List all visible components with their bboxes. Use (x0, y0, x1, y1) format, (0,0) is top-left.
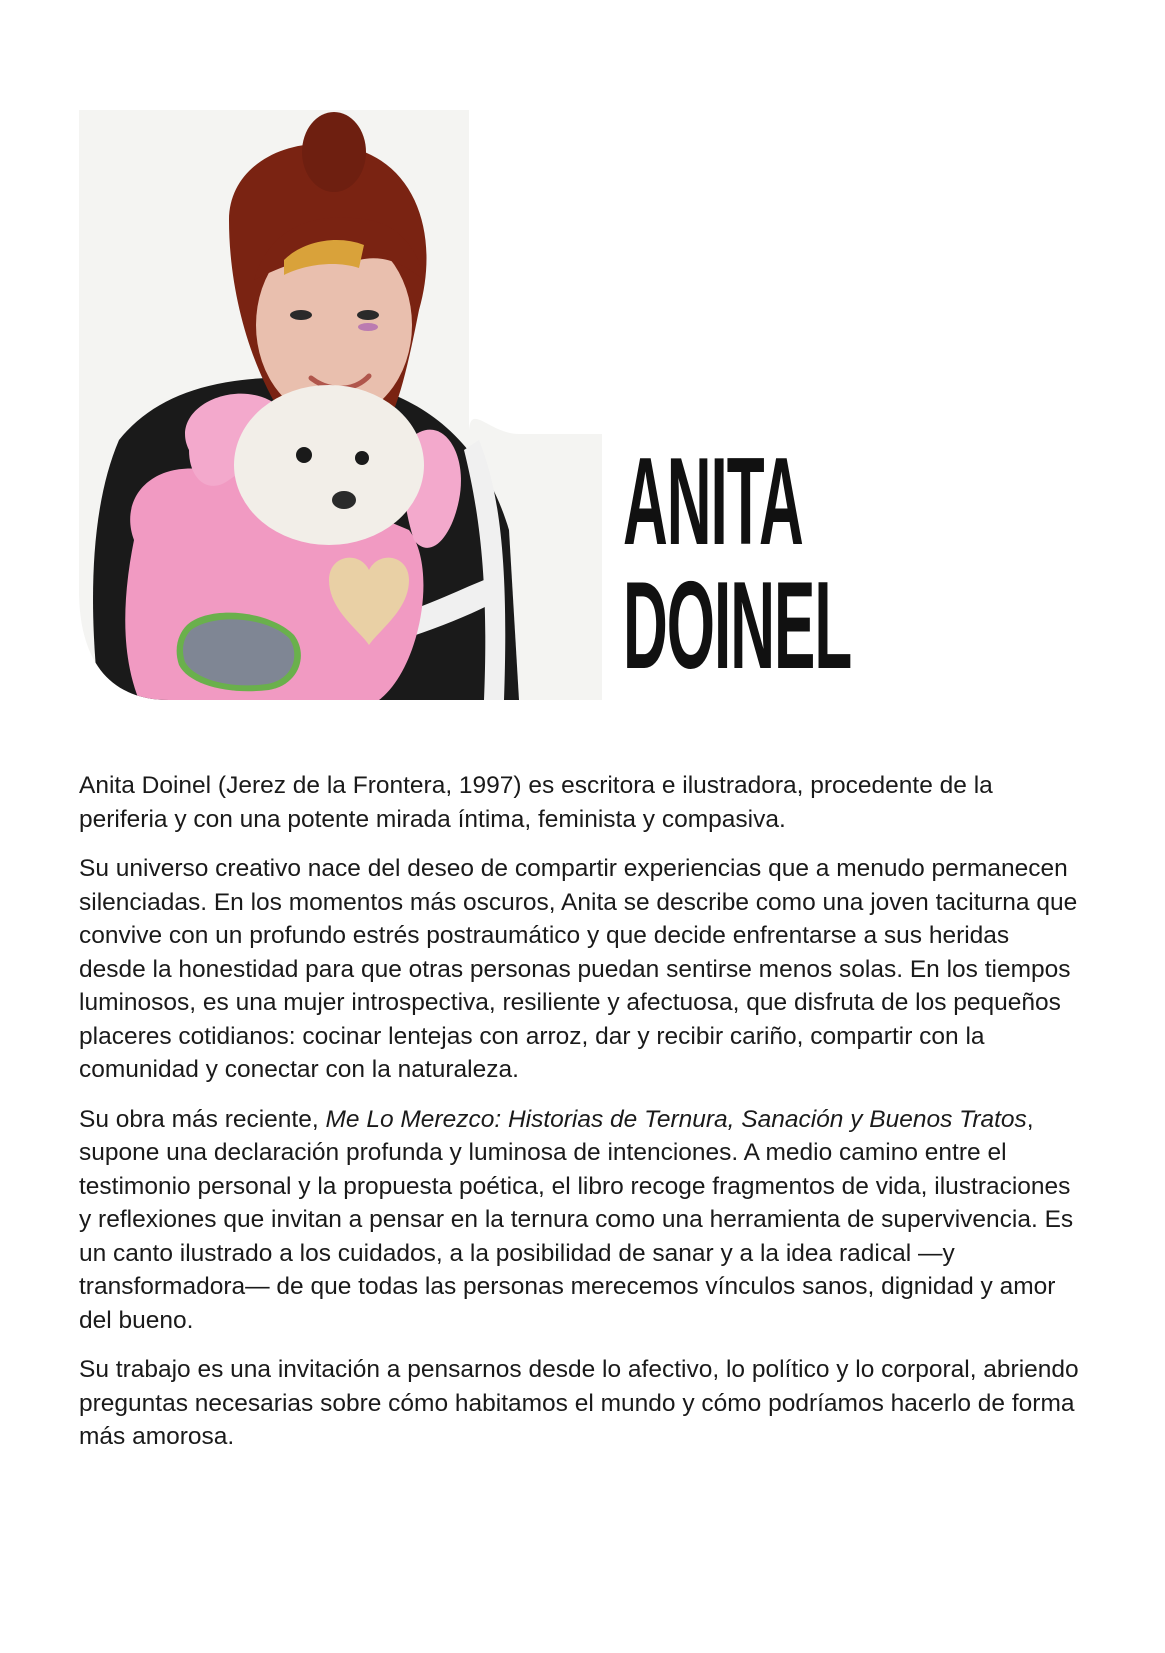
bio-paragraph-3-rest: , supone una declaración profunda y luminosa de intenciones. A medio camino entre el testimonio personal y la propuesta poética, el libro recoge fragmentos de vida, ilustraciones y reflexiones que invitan a pensar en la ternura como una herramienta de supervivencia. Es un canto ilustrado a los cuidados, a la posibilidad de sanar y a la idea radical —y transformadora— de que todas las personas merecemos vínculos sanos, dignidad y amor del bueno. (79, 1105, 1074, 1334)
author-photo (79, 110, 602, 700)
bio-paragraph-4: Su trabajo es una invitación a pensarnos desde lo afectivo, lo político y lo corporal, abriendo preguntas necesarias sobre cómo habitamos el mundo y cómo podríamos hacerlo de forma más amorosa. (79, 1356, 1079, 1450)
bio-paragraph-3 (79, 1103, 1079, 1338)
author-name-title (623, 433, 852, 695)
author-last-name: DOINEL (623, 557, 852, 695)
bio-paragraph-1: Anita Doinel (Jerez de la Frontera, 1997) es escritora e ilustradora, procedente de la periferia y con una potente mirada íntima, feminista y compasiva. (79, 772, 993, 833)
book-title: Me Lo Merezco: Historias de Ternura, Sanación y Buenos Tratos (325, 1105, 1027, 1133)
plush-head (234, 385, 424, 545)
bio-paragraph-2: Su universo creativo nace del deseo de compartir experiencias que a menudo permanecen silenciadas. En los momentos más oscuros, Anita se describe como una joven taciturna que convive con un profundo estrés postraumático y que decide enfrentarse a sus heridas desde la honestidad para que otras personas puedan sentirse menos solas. En los tiempos luminosos, es una mujer introspectiva, resiliente y afectuosa, que disfruta de los pequeños placeres cotidianos: cocinar lentejas con arroz, dar y recibir cariño, compartir con la comunidad y conectar con la naturaleza. (79, 855, 1078, 1083)
author-bio (79, 769, 1079, 1470)
author-first-name: ANITA (623, 433, 803, 571)
author-photo-illustration (79, 110, 602, 700)
bio-paragraph-3-intro: Su obra más reciente, (79, 1105, 326, 1133)
